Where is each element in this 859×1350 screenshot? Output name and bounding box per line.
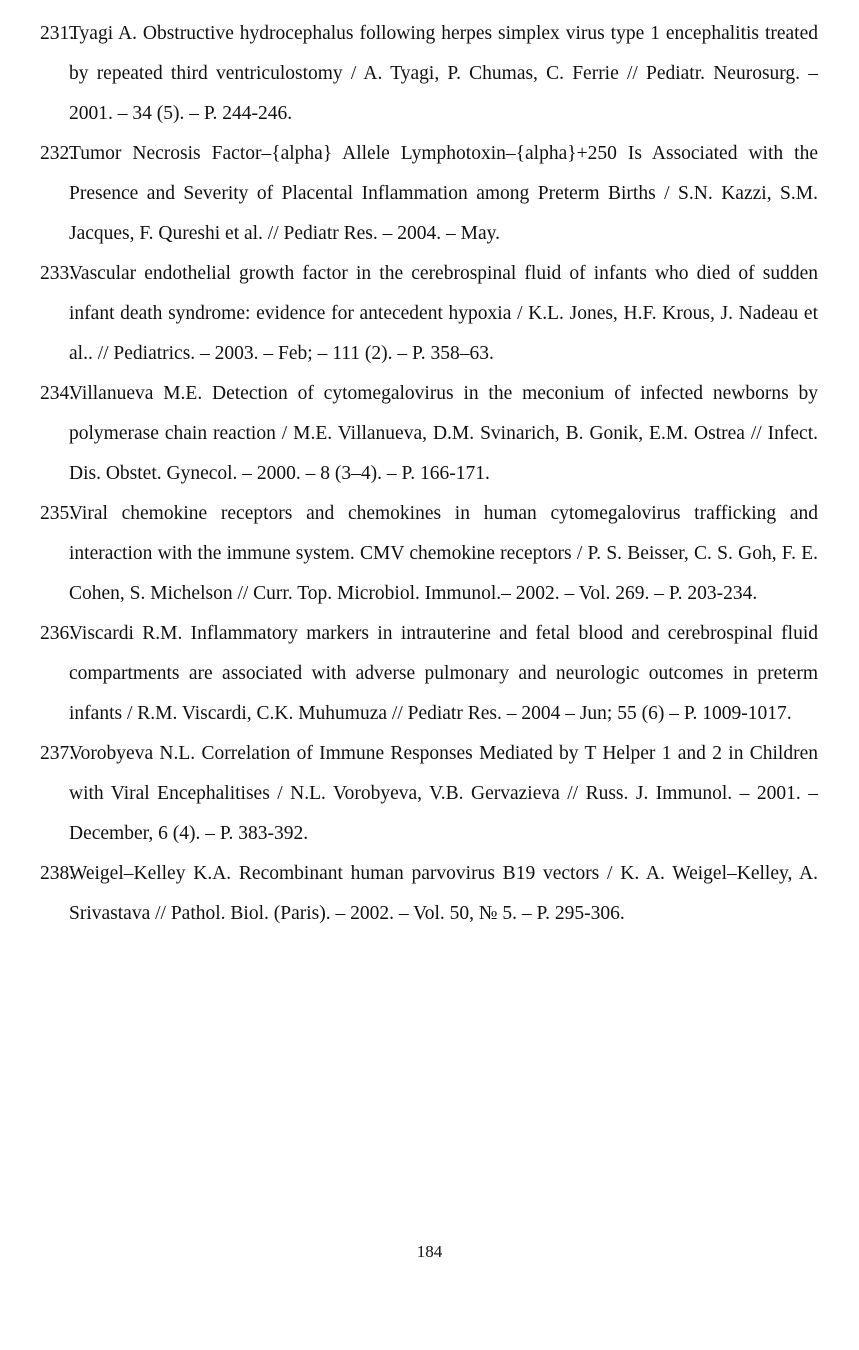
reference-text: Weigel–Kelley K.A. Recombinant human parvovirus B19 vectors / K. A. Weigel–Kelley, A. Srivastava // Pathol. Biol. (Paris). – 2002. – Vol. 50, № 5. – P. 295-306. [69,863,818,924]
reference-number: 236. [40,623,75,644]
reference-item-238 [40,854,818,934]
reference-list [40,14,818,934]
reference-number: 238. [40,863,75,884]
reference-text: Vascular endothelial growth factor in the cerebrospinal fluid of infants who died of sudden infant death syndrome: evidence for antecedent hypoxia / K.L. Jones, H.F. Krous, J. Nadeau et al.. // Pediatrics. – 2003. – Feb; – 111 (2). – P. 358–63. [69,263,818,364]
reference-number: 237. [40,743,75,764]
reference-item-237 [40,734,818,854]
reference-text: Tumor Necrosis Factor–{alpha} Allele Lymphotoxin–{alpha}+250 Is Associated with the Presence and Severity of Placental Inflammation among Preterm Births / S.N. Kazzi, S.M. Jacques, F. Qureshi et al. // Pediatr Res. – 2004. – May. [69,143,818,244]
reference-item-231 [40,14,818,134]
reference-number: 231. [40,23,75,44]
reference-item-236 [40,614,818,734]
reference-text: Viscardi R.M. Inflammatory markers in intrauterine and fetal blood and cerebrospinal fluid compartments are associated with adverse pulmonary and neurologic outcomes in preterm infants / R.M. Viscardi, C.K. Muhumuza // Pediatr Res. – 2004 – Jun; 55 (6) – P. 1009-1017. [69,623,818,724]
reference-number: 235. [40,503,75,524]
reference-text: Vorobyeva N.L. Correlation of Immune Responses Mediated by T Helper 1 and 2 in Children with Viral Encephalitises / N.L. Vorobyeva, V.B. Gervazieva // Russ. J. Immunol. – 2001. – December, 6 (4). – P. 383-392. [69,743,818,844]
reference-item-234 [40,374,818,494]
reference-text: Tyagi A. Obstructive hydrocephalus following herpes simplex virus type 1 encephalitis treated by repeated third ventriculostomy / A. Tyagi, P. Chumas, C. Ferrie // Pediatr. Neurosurg. – 2001. – 34 (5). – P. 244-246. [69,23,818,124]
reference-text: Villanueva M.E. Detection of cytomegalovirus in the meconium of infected newborns by polymerase chain reaction / M.E. Villanueva, D.M. Svinarich, B. Gonik, E.M. Ostrea // Infect. Dis. Obstet. Gynecol. – 2000. – 8 (3–4). – P. 166-171. [69,383,818,484]
reference-item-233 [40,254,818,374]
reference-item-232 [40,134,818,254]
page-number: 184 [416,1242,443,1261]
reference-text: Viral chemokine receptors and chemokines in human cytomegalovirus trafficking and interaction with the immune system. CMV chemokine receptors / P. S. Beisser, C. S. Goh, F. E. Cohen, S. Michelson // Curr. Top. Microbiol. Immunol.– 2002. – Vol. 269. – P. 203-234. [69,503,818,604]
reference-number: 233. [40,263,75,284]
reference-number: 234. [40,383,75,404]
reference-item-235 [40,494,818,614]
reference-number: 232. [40,143,75,164]
